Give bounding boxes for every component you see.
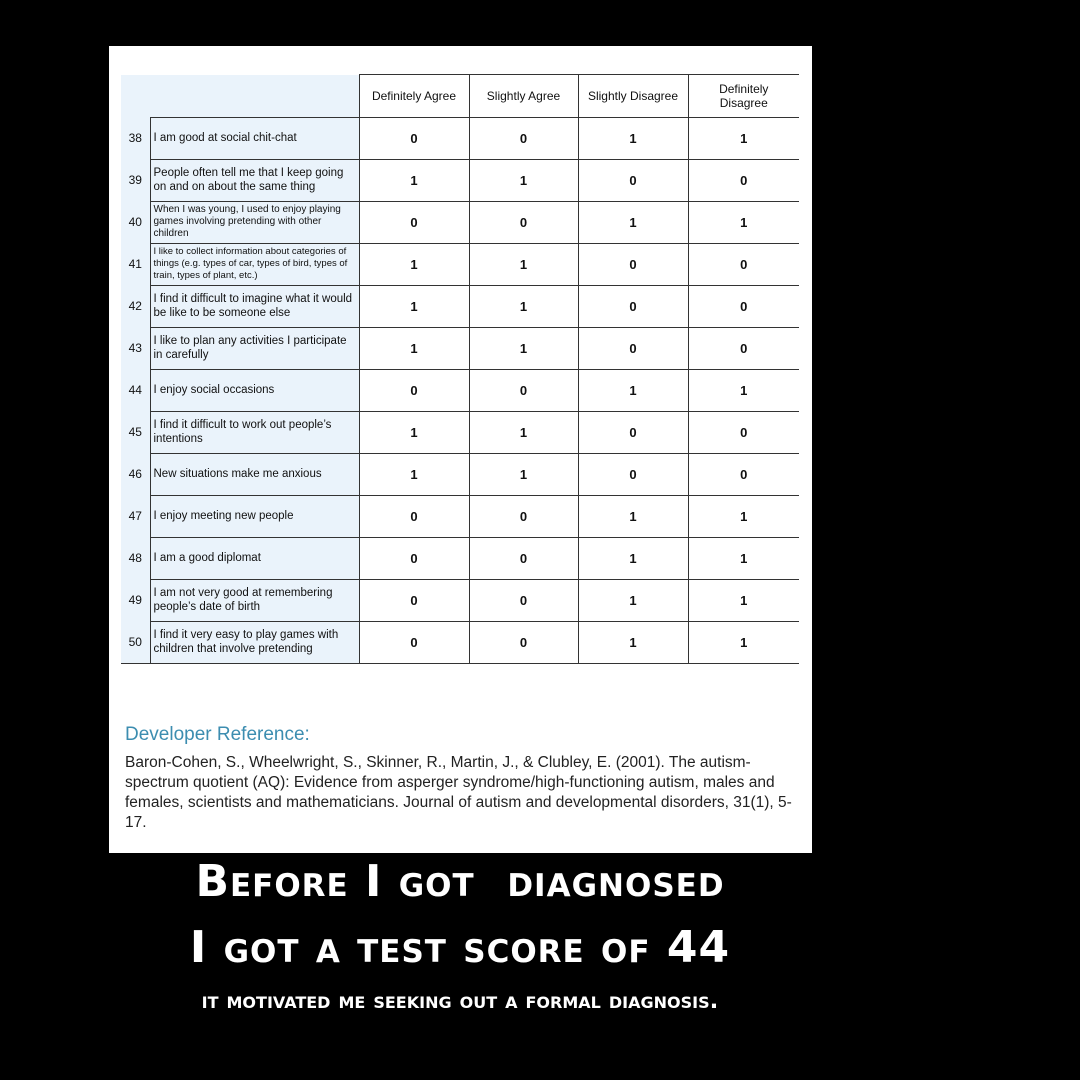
- table-row: [121, 411, 799, 453]
- question-text: New situations make me anxious: [150, 453, 359, 495]
- score-definitely-agree: 1: [359, 243, 469, 285]
- question-text: When I was young, I used to enjoy playing games involving pretending with other children: [150, 201, 359, 243]
- table-row: [121, 453, 799, 495]
- score-slightly-agree: 1: [469, 159, 578, 201]
- question-text: I enjoy social occasions: [150, 369, 359, 411]
- score-definitely-agree: 0: [359, 537, 469, 579]
- table-row: [121, 201, 799, 243]
- score-slightly-agree: 1: [469, 243, 578, 285]
- header-definitely-disagree: Definitely Disagree: [688, 75, 799, 118]
- reference-citation: Baron-Cohen, S., Wheelwright, S., Skinner, R., Martin, J., & Clubley, E. (2001). The autism-spectrum quotient (AQ): Evidence from asperger syndrome/high-functioning autism, males and females, scientists and mathematicians. Journal of autism and developmental disorders, 31(1), 5-17.: [125, 754, 792, 831]
- question-number: 45: [121, 411, 150, 453]
- score-slightly-disagree: 1: [578, 117, 688, 159]
- score-slightly-agree: 0: [469, 495, 578, 537]
- header-definitely-agree: Definitely Agree: [359, 75, 469, 118]
- header-blank-question: [150, 75, 359, 118]
- score-slightly-agree: 0: [469, 537, 578, 579]
- aq-document-panel: [109, 46, 812, 853]
- question-number: 50: [121, 621, 150, 663]
- score-definitely-disagree: 1: [688, 201, 799, 243]
- score-slightly-disagree: 0: [578, 243, 688, 285]
- score-definitely-disagree: 1: [688, 369, 799, 411]
- question-number: 39: [121, 159, 150, 201]
- score-slightly-disagree: 0: [578, 453, 688, 495]
- score-slightly-agree: 0: [469, 621, 578, 663]
- question-text: I find it difficult to imagine what it would be like to be someone else: [150, 285, 359, 327]
- score-definitely-disagree: 0: [688, 327, 799, 369]
- score-slightly-disagree: 0: [578, 327, 688, 369]
- table-row: [121, 621, 799, 663]
- score-definitely-agree: 1: [359, 285, 469, 327]
- score-definitely-agree: 0: [359, 201, 469, 243]
- caption-line-2: I got a test score of 44: [189, 922, 731, 973]
- question-number: 43: [121, 327, 150, 369]
- question-text: I find it very easy to play games with children that involve pretending: [150, 621, 359, 663]
- score-slightly-agree: 1: [469, 327, 578, 369]
- question-text: I find it difficult to work out people’s intentions: [150, 411, 359, 453]
- aq-scoring-table: [121, 74, 799, 664]
- score-definitely-agree: 0: [359, 579, 469, 621]
- question-number: 41: [121, 243, 150, 285]
- score-slightly-disagree: 1: [578, 495, 688, 537]
- score-definitely-disagree: 0: [688, 285, 799, 327]
- table-row: [121, 243, 799, 285]
- score-slightly-disagree: 0: [578, 285, 688, 327]
- score-definitely-disagree: 1: [688, 117, 799, 159]
- score-definitely-agree: 0: [359, 495, 469, 537]
- score-definitely-disagree: 0: [688, 243, 799, 285]
- score-slightly-agree: 0: [469, 579, 578, 621]
- question-number: 38: [121, 117, 150, 159]
- question-text: I am not very good at remembering people’s date of birth: [150, 579, 359, 621]
- score-slightly-agree: 1: [469, 411, 578, 453]
- score-slightly-agree: 0: [469, 369, 578, 411]
- score-definitely-agree: 1: [359, 159, 469, 201]
- question-text: People often tell me that I keep going on and on about the same thing: [150, 159, 359, 201]
- question-number: 42: [121, 285, 150, 327]
- reference-heading: Developer Reference:: [125, 724, 310, 745]
- score-definitely-disagree: 0: [688, 411, 799, 453]
- caption-line-1: Before I got diagnosed: [195, 856, 725, 907]
- question-text: I am good at social chit-chat: [150, 117, 359, 159]
- header-slightly-agree: Slightly Agree: [469, 75, 578, 118]
- question-text: I like to collect information about categories of things (e.g. types of car, types of bird, types of train, types of plant, etc.): [150, 243, 359, 285]
- score-definitely-agree: 0: [359, 369, 469, 411]
- score-slightly-disagree: 0: [578, 159, 688, 201]
- score-slightly-agree: 1: [469, 453, 578, 495]
- question-number: 46: [121, 453, 150, 495]
- table-row: [121, 327, 799, 369]
- score-slightly-disagree: 1: [578, 537, 688, 579]
- header-slightly-disagree: Slightly Disagree: [578, 75, 688, 118]
- question-number: 44: [121, 369, 150, 411]
- table-row: [121, 117, 799, 159]
- score-definitely-disagree: 1: [688, 537, 799, 579]
- score-definitely-agree: 1: [359, 411, 469, 453]
- table-row: [121, 495, 799, 537]
- question-number: 49: [121, 579, 150, 621]
- score-definitely-disagree: 1: [688, 495, 799, 537]
- question-text: I enjoy meeting new people: [150, 495, 359, 537]
- score-slightly-agree: 1: [469, 285, 578, 327]
- question-number: 40: [121, 201, 150, 243]
- score-slightly-disagree: 1: [578, 621, 688, 663]
- table-header-row: [121, 75, 799, 118]
- score-slightly-disagree: 1: [578, 369, 688, 411]
- caption-line-3: it motivated me seeking out a formal diagnosis.: [201, 988, 719, 1014]
- table-row: [121, 369, 799, 411]
- table-row: [121, 159, 799, 201]
- header-blank-num: [121, 75, 150, 118]
- score-slightly-disagree: 0: [578, 411, 688, 453]
- score-definitely-disagree: 0: [688, 453, 799, 495]
- question-number: 47: [121, 495, 150, 537]
- score-slightly-agree: 0: [469, 117, 578, 159]
- score-definitely-disagree: 0: [688, 159, 799, 201]
- score-definitely-agree: 1: [359, 453, 469, 495]
- score-slightly-disagree: 1: [578, 579, 688, 621]
- score-slightly-disagree: 1: [578, 201, 688, 243]
- question-text: I like to plan any activities I participate in carefully: [150, 327, 359, 369]
- table-row: [121, 579, 799, 621]
- score-definitely-agree: 1: [359, 327, 469, 369]
- question-number: 48: [121, 537, 150, 579]
- table-row: [121, 285, 799, 327]
- score-slightly-agree: 0: [469, 201, 578, 243]
- score-definitely-disagree: 1: [688, 621, 799, 663]
- score-definitely-agree: 0: [359, 117, 469, 159]
- score-definitely-disagree: 1: [688, 579, 799, 621]
- question-text: I am a good diplomat: [150, 537, 359, 579]
- table-row: [121, 537, 799, 579]
- score-definitely-agree: 0: [359, 621, 469, 663]
